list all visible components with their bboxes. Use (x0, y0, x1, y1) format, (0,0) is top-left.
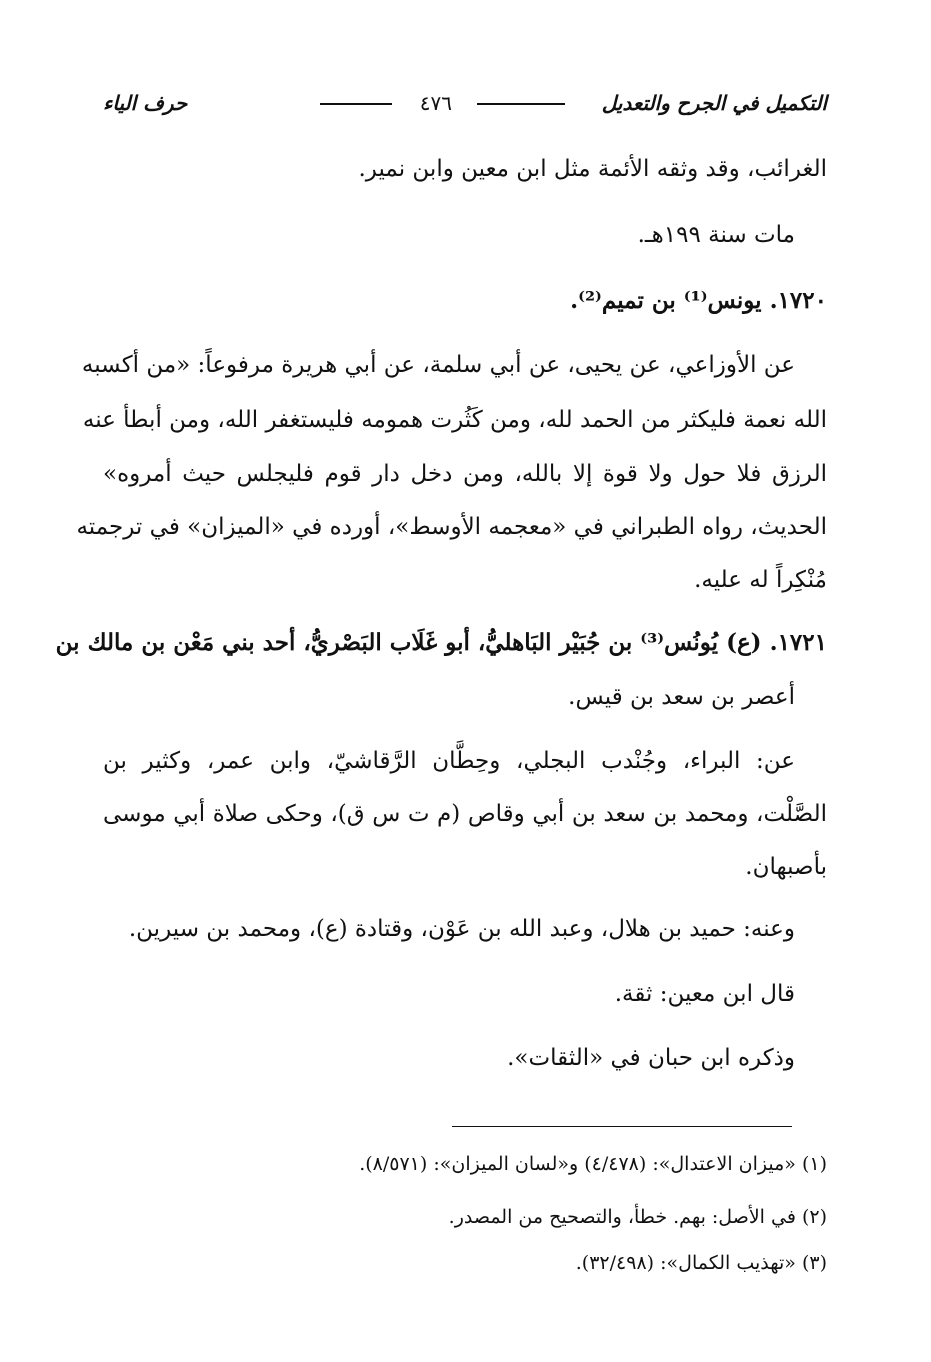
entry-title: ١٧٢١. (ع) يُونُس⁽³⁾ بن جُبَيْر البَاهليُّ، أبو غَلَاب البَصْريُّ، أحد بني مَعْن بن مالك بن (55, 629, 827, 656)
text-line: بأصبهان. (745, 854, 827, 880)
text-line: عن الأوزاعي، عن يحيى، عن أبي سلمة، عن أبي هريرة مرفوعاً: «من أكسبه (81, 352, 795, 378)
section-title: حرف الياء (103, 91, 188, 115)
running-header (103, 86, 827, 120)
text-line: أعصر بن سعد بن قيس. (568, 684, 795, 710)
page-number: ٤٧٦ (419, 91, 452, 115)
text-line: عن: البراء، وجُنْدب البجلي، وحِطَّان الرَّقاشيّ، وابن عمر، وكثير بن (103, 748, 795, 774)
text-line: وذكره ابن حبان في «الثقات». (507, 1045, 795, 1071)
text-line: الحديث، رواه الطبراني في «معجمه الأوسط»، أورده في «الميزان» في ترجمته (76, 514, 827, 540)
entry-title: ١٧٢٠. يونس⁽¹⁾ بن تميم⁽²⁾. (570, 287, 827, 314)
header-dash (477, 103, 565, 105)
book-title: التكميل في الجرح والتعديل (601, 91, 827, 115)
text-line: وعنه: حميد بن هلال، وعبد الله بن عَوْن، وقتادة (ع)، ومحمد بن سيرين. (128, 916, 795, 942)
text-line: الصَّلْت، ومحمد بن سعد بن أبي وقاص (م ت س ق)، وحكى صلاة أبي موسى (103, 801, 827, 827)
text-line: الله نعمة فليكثر من الحمد لله، ومن كَثُرت همومه فليستغفر الله، ومن أبطأ عنه (82, 407, 827, 433)
footnote-separator (452, 1126, 792, 1127)
text-line: قال ابن معين: ثقة. (614, 981, 795, 1007)
header-dash (320, 103, 392, 105)
footnote: (٢) في الأصل: بهم. خطأ، والتصحيح من المصدر. (448, 1206, 827, 1228)
text-line: مُنْكِراً له عليه. (694, 567, 827, 593)
footnote: (٣) «تهذيب الكمال»: (٣٢/٤٩٨). (575, 1252, 827, 1274)
text-line: الغرائب، وقد وثقه الأئمة مثل ابن معين وابن نمير. (358, 156, 827, 182)
text-line: مات سنة ١٩٩هـ. (637, 222, 795, 248)
text-line: الرزق فلا حول ولا قوة إلا بالله، ومن دخل دار قوم فليجلس حيث أمروه» (103, 461, 827, 487)
footnote: (١) «ميزان الاعتدال»: (٤/٤٧٨) و«لسان الميزان»: (٨/٥٧١). (359, 1153, 827, 1175)
